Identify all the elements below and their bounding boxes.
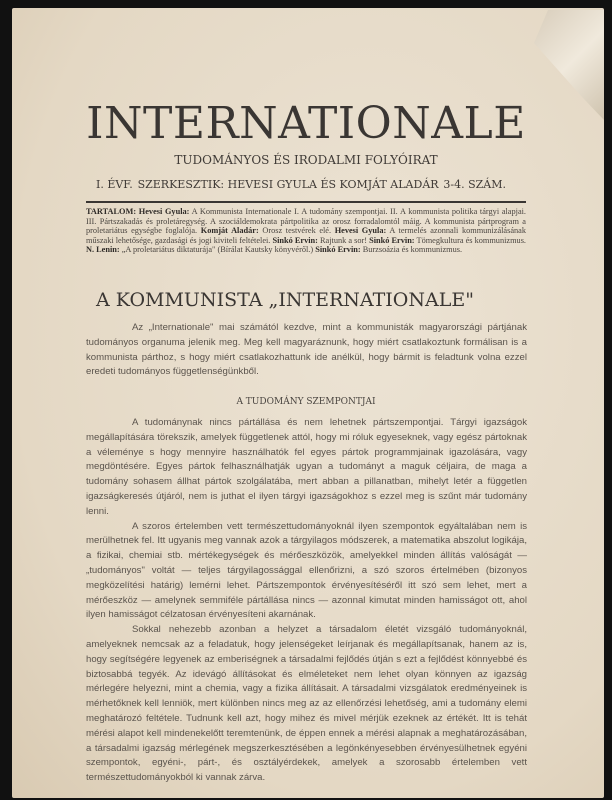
edition-line [96,178,506,191]
contents-entry: Orosz testvérek elé. [262,226,332,236]
contents-label: TARTALOM: [86,207,137,216]
editors: SZERKESZTIK: HEVESI GYULA ÉS KOMJÁT ALADÁR [137,178,439,191]
table-of-contents [86,207,526,255]
journal-title: INTERNATIONALE [86,98,526,149]
volume: I. ÉVF. [96,178,133,191]
contents-author: Sinkó Ervin: [369,235,415,245]
contents-entry: Rajtunk a sor! [320,235,368,245]
contents-author: Sinkó Ervin: [272,235,318,245]
issue-number: 3-4. SZÁM. [443,178,506,191]
section-body [86,416,527,786]
journal-subtitle: TUDOMÁNYOS ÉS IRODALMI FOLYÓIRAT [174,153,438,167]
paragraph: Sokkal nehezebb azonban a helyzet a társadalom életét vizsgáló tudományoknál, amelyeknek nemcsak az a feladatuk, hogy jelenségeket leírjanak és megállapítsanak, hanem az is, hogy segítségére legyenek az emberiségnek a társadalmi fejlődés útján s ezt a fejlődést könnyebbé és biztosabbá tegyék. Az idevágó állításokat és elméleteket nem lehet olyan könnyen az igazság mérlegére helyezni, mint a chemia, vagy a fizika állításait. A társadalmi vizsgálatok eredményeinek is mérhetőknek kell lenniök, mert különben nincs meg az az ellenőrzési lehetőség, ami a tudomány elemi meghatározó feltétele. Tudnunk kell azt, hogy mihez és mivel mérjük ezeknek az értékét. Itt is tehát mérési alapot kell mindenekelőtt teremtenünk, de éppen ennek a mérési alapnak a meghatározásában, a társadalmi igazság mérlegének megszerkesztésében a legönkényesebben érvényesülhetnek egyéni szempontok, egyéni-, párt-, és osztályérdekek, amelyek a szorosabb értelemben vett természettudományokból ki vannak zárva. [86,624,527,784]
paragraph: Az „Internationale" mai számától kezdve, mint a kommunisták magyarországi pártjának tudományos organuma jelenik meg. Meg kell magyaráznunk, hogy miért csatlakoztunk formálisan is a kommunista párthoz, s hogy miért csatlakozhattunk ide anélkül, hogy bármit is feladtunk volna ezzel eredeti tudományos függetlenségünkből. [86,322,527,378]
contents-author: N. Lenin: [86,245,120,255]
contents-entry: A termelés azonnali kommunizálásának műszaki lehetősége, gazdasági és jogi kiviteli feltételei. [86,226,527,245]
section-heading: A TUDOMÁNY SZEMPONTJAI [236,397,376,407]
contents-entry: Burzsoázia és kommunizmus. [362,245,463,255]
contents-author: Sinkó Ervin: [315,245,361,255]
contents-entry: Tömegkultura és kommunizmus. [416,235,526,245]
divider [86,201,526,203]
paragraph: A szoros értelemben vett természettudományoknál ilyen szempontok egyáltalában nem is merülhetnek fel. Itt ugyanis meg vannak azok a tárgyilagos módszerek, a matematika abszolut logikája, a fizikai, chemiai stb. mértékegységek és mérőeszközök, amelyekkel minden állítás valóságát — „tudományos" voltát — teljes tárgyilagossággal ellenőrizni, a szó szoros értelmében (bizonyos megközelítési határig) lemérni lehet. Pártszempontok érvényesítéséről itt szó sem lehet, mert a mérőeszköz — amelynek semmiféle pártállása nincs — azonnal kimutat minden hamisságot ott, ahol ilyen hamisságot célzatosan érvényesíteni akarnának. [86,520,527,621]
contents-author: Hevesi Gyula: [138,207,190,216]
article-heading: A KOMMUNISTA „INTERNATIONALE" [96,289,474,311]
contents-author: Komját Aladár: [200,226,259,236]
contents-entry: A Kommunista Internationale I. A tudomány szempontjai. II. A kommunista politika tárgyi alapjai. III. Pártszakadás és proletáregység. A szociáldemokrata pártpolitika az orosz forradalomtól máig. A kommunista pártprogram a proletariátus egységbe foglalója. [86,207,527,236]
paragraph: A tudománynak nincs pártállása és nem lehetnek pártszempontjai. Tárgyi igazságok megállapítására törekszik, amelyek függetlenek attól, hogy mi róluk egyeseknek, vagy egész pártoknak a véleménye s hogy mennyire használhatók fel egyes pártok programmjainak igazolására, vagy megdöntésére. Egyes pártok felhasználhatják ugyan a tudományt a maguk céljaira, de maga a tudomány sohasem állhat pártok szolgálatába, mert abban a pillanatban, mihelyt letér a független igazságkeresés útjáról, nem is juthat el ilyen tárgyi igazságokhoz s ezzel meg is szűnt már tudomány lenni. [86,417,527,517]
article-intro [86,321,527,380]
contents-author: Hevesi Gyula: [334,226,387,236]
contents-entry: „A proletariátus diktaturája" (Bírálat Kautsky könyvéről.) [121,245,314,255]
